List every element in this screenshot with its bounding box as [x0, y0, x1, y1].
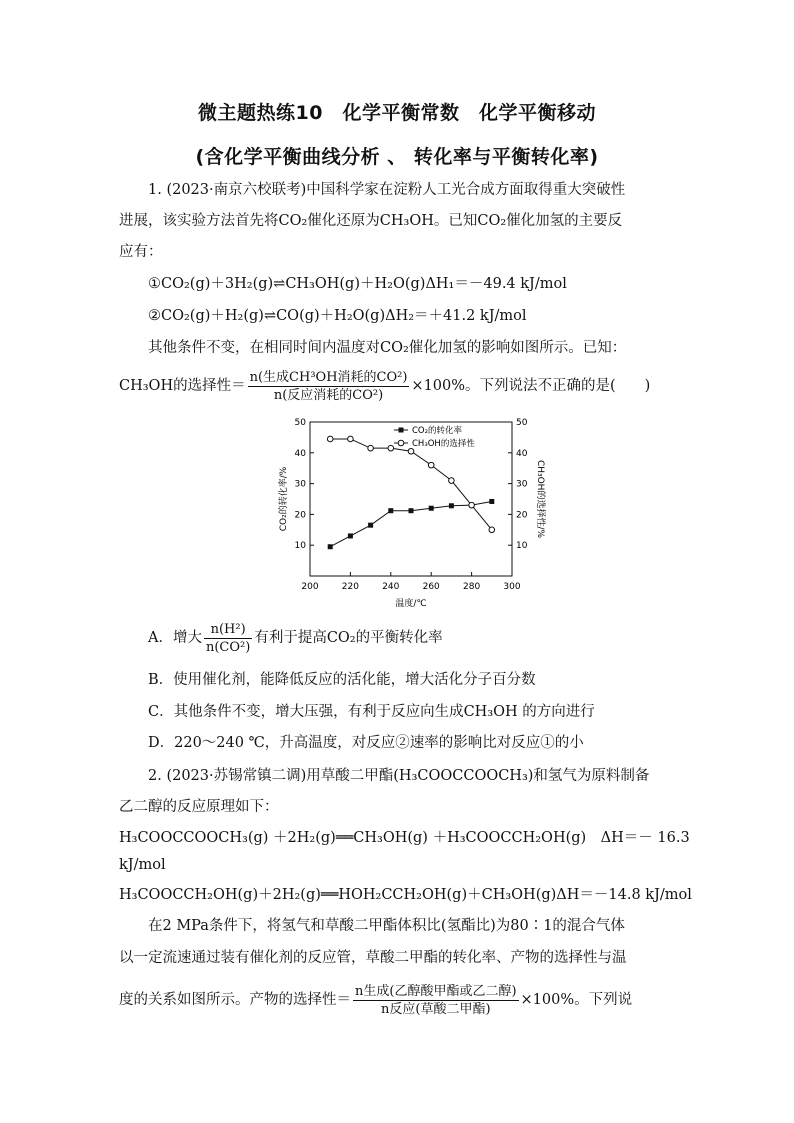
x-tick-label: 220: [341, 582, 359, 592]
y-tick-label-right: 30: [516, 479, 528, 490]
ch3oh-selectivity-point: [348, 436, 354, 442]
x-tick-label: 240: [382, 582, 400, 592]
q2-reaction-1-unit: kJ/mol: [119, 857, 166, 873]
co2-conversion-point: [388, 508, 393, 513]
q2-reaction-1: H₃COOCCOOCH₃(g) ＋2H₂(g)══CH₃OH(g) ＋H₃COOCCH₂OH(g) ΔH＝－ 16.3: [119, 830, 690, 846]
ch3oh-selectivity-point: [368, 445, 374, 451]
q2-paragraph-line2: 以一定流速通过装有催化剂的反应管，草酸二甲酯的转化率、产物的选择性与温: [119, 950, 627, 966]
legend-marker-co2: [399, 428, 404, 433]
y-tick-label-left: 40: [294, 448, 306, 459]
q2-selectivity-prefix: 度的关系如图所示。产物的选择性＝: [119, 992, 351, 1008]
selectivity-denominator: n(反应消耗的CO²): [273, 387, 384, 403]
co2-conversion-point: [328, 544, 333, 549]
y-axis-label-left: CO₂的转化率/%: [279, 466, 289, 532]
legend-label-co2: CO₂的转化率: [412, 426, 463, 436]
q1-reaction-1: ①CO₂(g)＋3H₂(g)⇌CH₃OH(g)＋H₂O(g)ΔH₁＝－49.4 kJ/mol: [148, 276, 567, 292]
ch3oh-selectivity-point: [469, 502, 475, 508]
ch3oh-selectivity-point: [408, 448, 414, 454]
x-axis-label: 温度/℃: [395, 599, 427, 609]
q1-stem-line1: 1. (2023·南京六校联考)中国科学家在淀粉人工光合成方面取得重大突破性: [148, 182, 626, 198]
co2-conversion-point: [368, 523, 373, 528]
q2-stem-line1: 2. (2023·苏锡常镇二调)用草酸二甲酯(H₃COOCCOOCH₃)和氢气为原料制备: [148, 768, 650, 784]
legend-label-ch3oh: CH₃OH的选择性: [412, 439, 475, 449]
y-tick-label-left: 10: [294, 541, 306, 552]
selectivity-numerator: n(生成CH³OH消耗的CO²): [249, 369, 408, 385]
selectivity-suffix: ×100%。下列说法不正确的是( ): [411, 378, 651, 394]
x-tick-label: 260: [422, 582, 440, 592]
co2-conversion-point: [409, 508, 414, 513]
ch3oh-selectivity-point: [449, 478, 455, 484]
y-tick-label-right: 20: [516, 510, 528, 521]
co2-conversion-point: [489, 499, 494, 504]
page-subtitle: (含化学平衡曲线分析 、 转化率与平衡转化率): [195, 146, 599, 168]
y-tick-label-right: 50: [516, 418, 528, 428]
co2-conversion-point: [429, 506, 434, 511]
q1-option-b[interactable]: B．使用催化剂，能降低反应的活化能，增大活化分子百分数: [148, 672, 536, 688]
option-a-numerator: n(H²): [204, 621, 252, 639]
ch3oh-selectivity-point: [489, 527, 495, 533]
q2-selectivity-suffix: ×100%。下列说: [520, 992, 633, 1008]
co2-conversion-point: [449, 503, 454, 508]
page-title: 微主题热练10 化学平衡常数 化学平衡移动: [198, 102, 596, 124]
q1-option-a[interactable]: [148, 618, 443, 658]
q1-stem-line3: 应有：: [119, 244, 163, 260]
y-tick-label-right: 40: [516, 448, 528, 459]
q2-reaction-2: H₃COOCCH₂OH(g)＋2H₂(g)══HOH₂CCH₂OH(g)＋CH₃OH(g)ΔH＝－14.8 kJ/mol: [119, 887, 692, 903]
q1-reaction-2: ②CO₂(g)＋H₂(g)⇌CO(g)＋H₂O(g)ΔH₂＝＋41.2 kJ/mol: [148, 308, 527, 324]
option-a-denominator: n(CO²): [205, 639, 251, 655]
q1-stem-line2: 进展，该实验方法首先将CO₂催化还原为CH₃OH。已知CO₂催化加氢的主要反: [119, 213, 623, 229]
q2-paragraph-line1: 在2 MPa条件下，将氢气和草酸二甲酯体积比(氢酯比)为80∶1的混合气体: [148, 918, 625, 934]
q2-selectivity-fraction: [353, 983, 519, 1018]
ch3oh-selectivity-point: [388, 445, 394, 451]
x-tick-label: 280: [463, 582, 481, 592]
q2-selectivity-formula: [119, 980, 632, 1020]
y-tick-label-left: 20: [294, 510, 306, 521]
ch3oh-selectivity-point: [327, 436, 333, 442]
y-tick-label-right: 10: [516, 541, 528, 552]
y-tick-label-left: 50: [294, 418, 306, 428]
selectivity-fraction: [248, 369, 410, 404]
x-tick-label: 300: [503, 582, 521, 592]
plot-frame: [310, 422, 512, 576]
q1-chart: [262, 412, 562, 612]
ch3oh-selectivity-point: [428, 462, 434, 468]
q2-stem-line2: 乙二醇的反应原理如下：: [119, 799, 279, 815]
option-a-prefix: A．增大: [148, 630, 202, 646]
q1-option-c[interactable]: C．其他条件不变，增大压强，有利于反应向生成CH₃OH 的方向进行: [148, 704, 595, 720]
co2-conversion-point: [348, 533, 353, 538]
q1-condition: 其他条件不变，在相同时间内温度对CO₂催化加氢的影响如图所示。已知：: [148, 340, 627, 356]
option-a-fraction: [204, 621, 252, 656]
legend-marker-ch3oh: [398, 440, 404, 446]
q2-selectivity-numerator: n生成(乙醇酸甲酯或乙二醇): [355, 983, 517, 999]
option-a-suffix: 有利于提高CO₂的平衡转化率: [254, 630, 443, 646]
selectivity-prefix: CH₃OH的选择性＝: [119, 378, 246, 394]
q2-selectivity-denominator: n反应(草酸二甲酯): [381, 1001, 491, 1017]
x-tick-label: 200: [301, 582, 319, 592]
q1-selectivity-formula: [119, 366, 650, 406]
q1-option-d[interactable]: D．220～240 ℃，升高温度，对反应②速率的影响比对反应①的小: [148, 735, 584, 751]
y-axis-label-right: CH₃OH的选择性/%: [535, 459, 545, 539]
y-tick-label-left: 30: [294, 479, 306, 490]
